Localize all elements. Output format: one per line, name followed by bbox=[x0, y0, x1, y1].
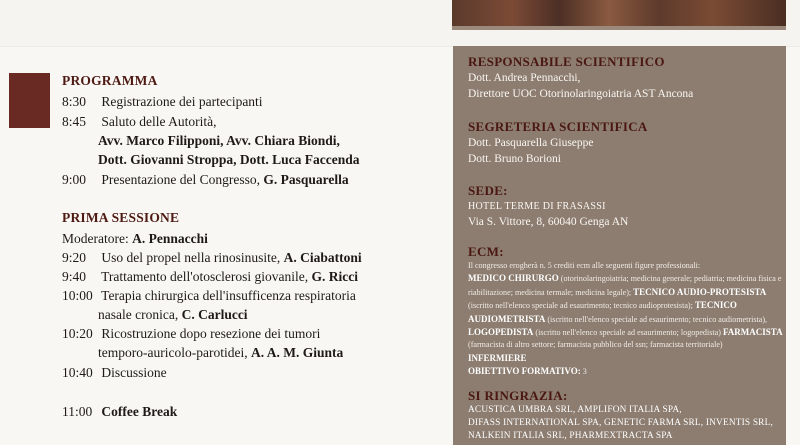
program-item bbox=[62, 94, 263, 110]
talk-item bbox=[62, 269, 358, 285]
talk-continuation bbox=[98, 345, 343, 361]
obiettivo-label: OBIETTIVO FORMATIVO: bbox=[468, 366, 581, 377]
speaker: C. Carlucci bbox=[181, 307, 248, 322]
ecm-role-desc: (otorinolaringoiatria; medicina generale; pediatria; medicina fisica e riabilitazione; medicina termale; medicina legale); bbox=[468, 274, 782, 297]
ecm-text bbox=[468, 260, 783, 379]
program-item bbox=[62, 114, 216, 130]
ecm-role-desc: (iscritto nell'elenco speciale ad esaurimento; tecnico audiometrista), bbox=[545, 314, 768, 324]
ecm-intro: Il congresso erogherà n. 5 crediti ecm alle seguenti figure professionali: bbox=[468, 261, 701, 270]
talk-continuation bbox=[98, 307, 248, 323]
responsabile-line-1: Dott. Andrea Pennacchi, bbox=[468, 72, 581, 84]
ecm-role: TECNICO AUDIO-PROTESISTA bbox=[633, 286, 767, 297]
ecm-role: FARMACISTA bbox=[722, 327, 783, 338]
responsabile-line-2: Direttore UOC Otorinolaringoiatria AST Ancona bbox=[468, 88, 694, 100]
moderator-line bbox=[62, 231, 208, 247]
obiettivo-value: 3 bbox=[582, 367, 587, 377]
speaker: A. A. M. Giunta bbox=[250, 345, 344, 360]
time-label: 8:45 bbox=[62, 114, 87, 129]
program-item bbox=[62, 172, 349, 188]
ringrazia-title: SI RINGRAZIA: bbox=[468, 388, 568, 403]
speaker: G. Pasquarella bbox=[263, 172, 349, 187]
talk-title: Ricostruzione dopo resezione dei tumori bbox=[101, 326, 321, 341]
talk-title-cont: temporo-auricolo-parotidei, bbox=[98, 345, 251, 360]
authorities-line-1: Avv. Marco Filipponi, Avv. Chiara Biondi, bbox=[98, 133, 340, 148]
time-label: 10:40 bbox=[62, 365, 93, 380]
sponsor-line: NALKEIN ITALIA SRL, PHARMEXTRACTA SPA bbox=[468, 431, 673, 441]
sede-line-2: Via S. Vittore, 8, 60040 Genga AN bbox=[468, 216, 629, 228]
ecm-role: LOGOPEDISTA bbox=[468, 327, 534, 338]
talk-title: Uso del propel nella rinosinusite, bbox=[101, 250, 284, 265]
segreteria-line-2: Dott. Bruno Borioni bbox=[468, 153, 561, 165]
authorities-line-2: Dott. Giovanni Stroppa, Dott. Luca Faccenda bbox=[98, 152, 360, 167]
talk-title: Trattamento dell'otosclerosi giovanile, bbox=[101, 269, 312, 284]
talk-title: Terapia chirurgica dell'insufficenza respiratoria bbox=[101, 288, 356, 303]
time-label: 9:00 bbox=[62, 172, 87, 187]
talk-title: Discussione bbox=[101, 365, 167, 380]
talk-item bbox=[62, 250, 362, 266]
sede-title: SEDE: bbox=[468, 183, 508, 198]
ecm-role: MEDICO CHIRURGO bbox=[468, 273, 559, 284]
prima-sessione-title: PRIMA SESSIONE bbox=[62, 210, 180, 225]
sede-line-1: HOTEL TERME DI FRASASSI bbox=[468, 201, 606, 212]
talk-title-cont: nasale cronica, bbox=[98, 307, 182, 322]
time-label: 9:40 bbox=[62, 269, 87, 284]
ecm-role-desc: (iscritto nell'elenco speciale ad esaurimento; tecnico audioprotesista); bbox=[468, 301, 695, 311]
coffee-break bbox=[62, 404, 177, 420]
top-banner bbox=[0, 0, 800, 47]
time-label: 8:30 bbox=[62, 94, 87, 109]
programma-title: PROGRAMMA bbox=[62, 73, 158, 88]
talk-item bbox=[62, 326, 320, 342]
time-label: 9:20 bbox=[62, 250, 87, 265]
item-text: Registrazione dei partecipanti bbox=[101, 94, 263, 109]
header-photo bbox=[452, 0, 786, 30]
speaker: A. Ciabattoni bbox=[283, 250, 362, 265]
info-panel bbox=[453, 46, 786, 445]
ecm-title: ECM: bbox=[468, 244, 504, 259]
speaker: G. Ricci bbox=[311, 269, 359, 284]
ecm-role-desc: (iscritto nell'elenco speciale ad esaurimento; logopedista) bbox=[533, 328, 723, 338]
ecm-role: TECNICO AUDIOMETRISTA bbox=[468, 300, 737, 324]
time-label: 11:00 bbox=[62, 404, 93, 419]
responsabile-title: RESPONSABILE SCIENTIFICO bbox=[468, 54, 665, 69]
talk-item bbox=[62, 365, 167, 381]
ecm-role: INFERMIERE bbox=[468, 352, 527, 363]
accent-block bbox=[9, 73, 50, 128]
segreteria-line-1: Dott. Pasquarella Giuseppe bbox=[468, 137, 594, 149]
time-label: 10:20 bbox=[62, 326, 93, 341]
item-text: Saluto delle Autorità, bbox=[101, 114, 217, 129]
break-label: Coffee Break bbox=[101, 404, 178, 419]
item-text: Presentazione del Congresso, bbox=[101, 172, 264, 187]
segreteria-title: SEGRETERIA SCIENTIFICA bbox=[468, 119, 648, 134]
moderator-label: Moderatore: bbox=[62, 231, 133, 246]
moderator-name: A. Pennacchi bbox=[132, 231, 208, 246]
ecm-role-desc: (farmacista di altro settore; farmacista pubblico del ssn; farmacista territoriale) bbox=[468, 340, 723, 350]
talk-item bbox=[62, 288, 356, 304]
sponsor-line: DIFASS INTERNATIONAL SPA, GENETIC FARMA SRL, INVENTIS SRL, bbox=[468, 418, 773, 428]
sponsor-line: ACUSTICA UMBRA SRL, AMPLIFON ITALIA SPA, bbox=[468, 405, 682, 415]
time-label: 10:00 bbox=[62, 288, 93, 303]
